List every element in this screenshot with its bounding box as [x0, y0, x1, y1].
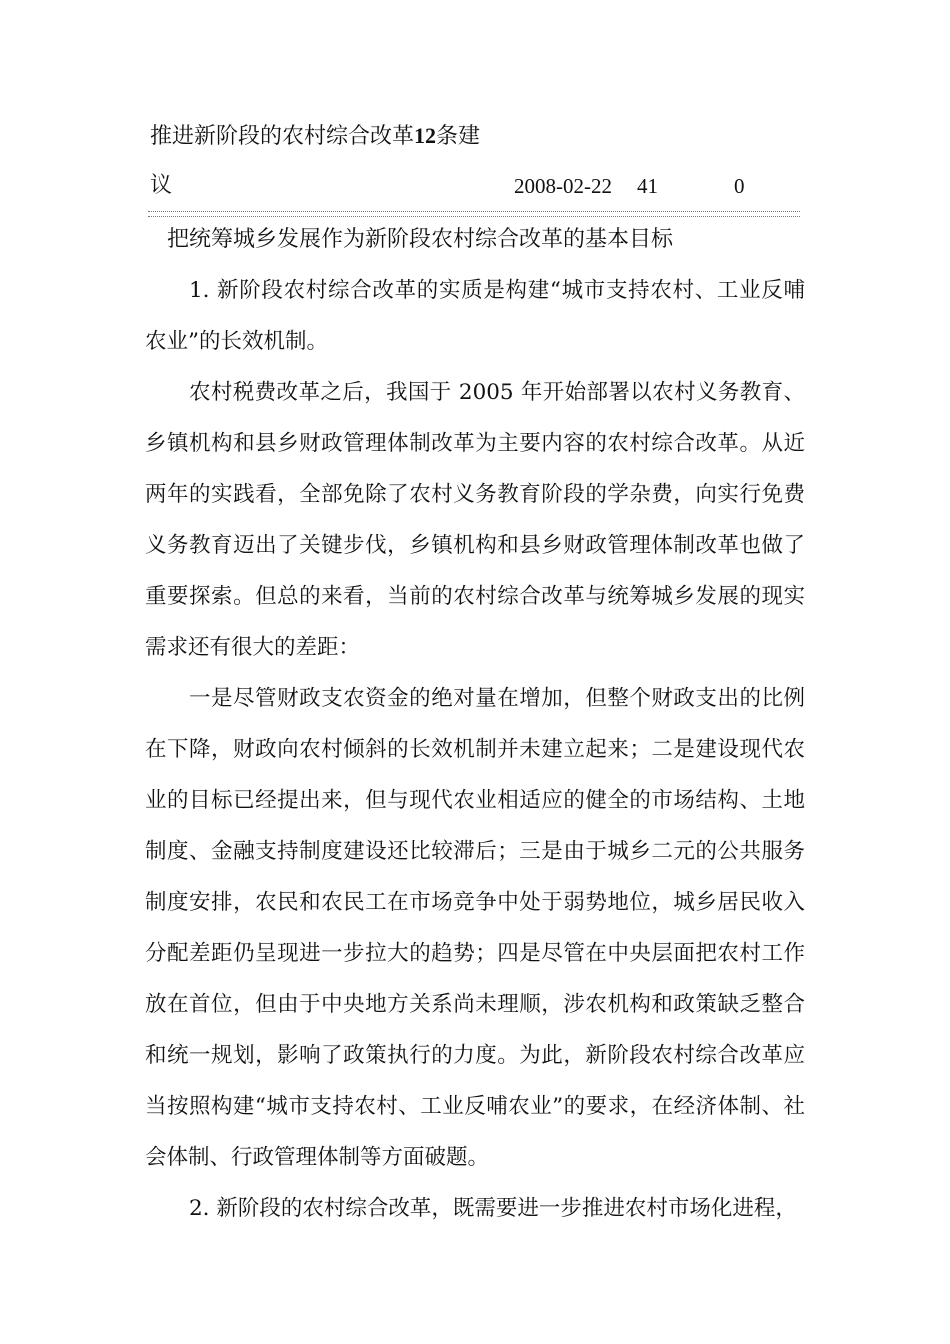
view-count: 41 — [637, 174, 658, 198]
section-heading: 把统筹城乡发展作为新阶段农村综合改革的基本目标 — [167, 227, 674, 252]
paragraph-4: 2. 新阶段的农村综合改革，既需要进一步推进农村市场化进程， — [189, 1196, 797, 1221]
article-meta — [150, 168, 800, 204]
publish-date: 2008-02-22 — [514, 174, 612, 198]
title-part2: 条建 — [436, 124, 481, 149]
paragraph-2: 农村税费改革之后，我国于 2005 年开始部署以农村义务教育、乡镇机构和县乡财政管理体制改革为主要内容的农村综合改革。从近两年的实践看，全部免除了农村义务教育阶段的学杂费，向实行免费义务教育迈出了关键步伐，乡镇机构和县乡财政管理体制改革也做了重要探索。但总的来看，当前的农村综合改革与统筹城乡发展的现实需求还有很大的差距： — [145, 380, 805, 660]
paragraph-1: 1. 新阶段农村综合改革的实质是构建“城市支持农村、工业反哺农业”的长效机制。 — [145, 278, 805, 354]
article-title — [150, 118, 480, 155]
comment-count: 0 — [734, 174, 745, 198]
title-continuation: 议 — [150, 173, 173, 198]
paragraph-3: 一是尽管财政支农资金的绝对量在增加，但整个财政支出的比例在下降，财政向农村倾斜的长效机制并未建立起来；二是建设现代农业的目标已经提出来，但与现代农业相适应的健全的市场结构、土地制度、金融支持制度建设还比较滞后；三是由于城乡二元的公共服务制度安排，农民和农民工在市场竞争中处于弱势地位，城乡居民收入分配差距仍呈现进一步拉大的趋势；四是尽管在中央层面把农村工作放在首位，但由于中央地方关系尚未理顺，涉农机构和政策缺乏整合和统一规划，影响了政策执行的力度。为此，新阶段农村综合改革应当按照构建“城市支持农村、工业反哺农业”的要求，在经济体制、社会体制、行政管理体制等方面破题。 — [145, 686, 805, 1170]
title-number: 12 — [414, 123, 437, 148]
article-body — [145, 265, 805, 1234]
title-part1: 推进新阶段的农村综合改革 — [150, 124, 415, 149]
dotted-divider — [148, 211, 800, 217]
